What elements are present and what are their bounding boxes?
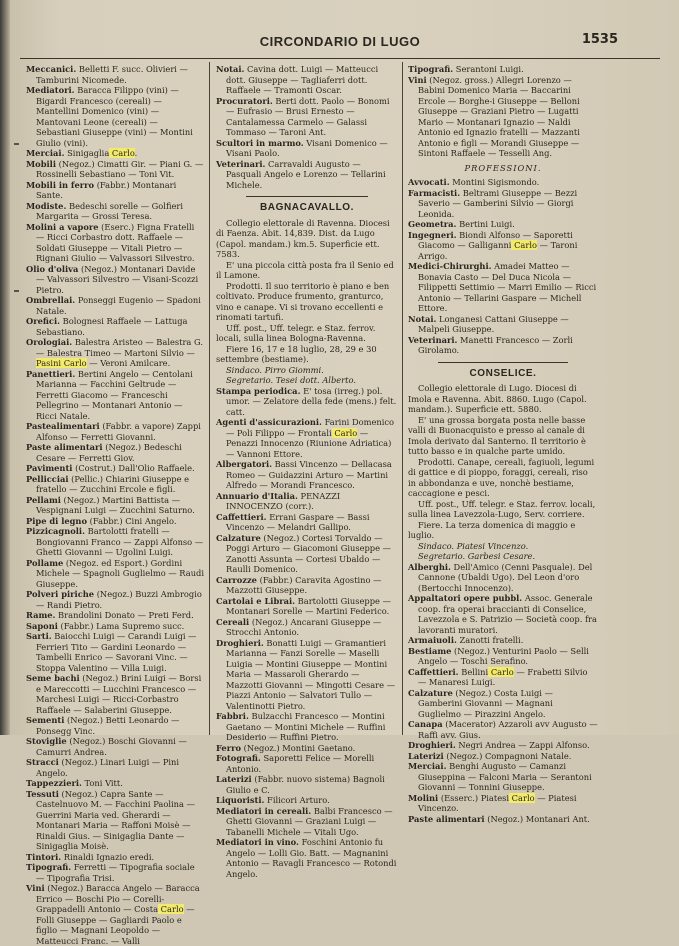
- directory-entry: [26, 673, 204, 715]
- entry-category: Droghieri.: [216, 637, 264, 648]
- entry-category: Mediatori in cereali.: [216, 805, 312, 816]
- directory-entry: [26, 589, 204, 610]
- entry-names: Brandolini Donato — Preti Ferd.: [55, 610, 194, 620]
- directory-entry: [26, 610, 204, 621]
- page-header: [10, 32, 670, 58]
- entry-category: Farmacisti.: [408, 187, 461, 198]
- directory-entry: [408, 230, 598, 262]
- entry-category: Armaiuoli.: [408, 635, 457, 645]
- entry-names: Carravaldi Augusto — Pasquali Angelo e Lorenzo — Tellarini Michele.: [226, 158, 386, 190]
- directory-entry: [26, 883, 204, 946]
- entry-names: Bertini Luigi.: [456, 219, 515, 229]
- entry-category: Sementi: [26, 715, 65, 725]
- directory-entry: [408, 261, 598, 314]
- section-rule: [246, 196, 368, 197]
- column-2: [216, 64, 398, 879]
- entry-names: Errani Gaspare — Bassi Vincenzo — Melandri Gallipo.: [226, 511, 370, 532]
- town-heading-bagnacavallo: BAGNACAVALLO.: [259, 202, 355, 213]
- directory-entry: [408, 562, 598, 594]
- entry-names: (Pellic.) Chiarini Giuseppe e fratello — Zucchini Ercole e figli.: [36, 473, 190, 494]
- town-intro-2: E' una piccola città posta fra il Senio ed il Lamone.: [216, 259, 394, 280]
- directory-entry: [26, 337, 204, 369]
- directory-entry: [216, 386, 398, 418]
- directory-entry: [408, 335, 598, 356]
- directory-entry: [26, 558, 204, 590]
- directory-entry: [408, 177, 598, 188]
- margin-mark: [14, 143, 19, 145]
- section-heading-professioni: PROFESSIONI.: [464, 162, 542, 173]
- directory-entry: [26, 148, 204, 159]
- highlighted-name: Pasini Carlo: [36, 358, 87, 368]
- entry-category: Bestiame: [408, 645, 452, 656]
- entry-names: (Negoz.) Linari Luigi — Pini Angelo.: [36, 757, 180, 778]
- entry-names: Benghi Augusto — Camanzi Giuseppina — Falconi Maria — Serantoni Giovanni — Tonnini Giuseppe.: [418, 761, 592, 792]
- directory-entry: [408, 188, 598, 220]
- directory-entry: [26, 295, 204, 316]
- directory-entry: [408, 740, 598, 751]
- entry-names: (Negoz.) Buzzi Ambrogio — Randi Pietro.: [36, 589, 202, 610]
- directory-entry: [26, 421, 204, 442]
- book-spine-shadow: [0, 0, 10, 735]
- town-mayor: Sindaco. Piatesi Vincenzo.: [418, 540, 529, 551]
- entry-names: Ferretti — Tipografia sociale — Tipografia Trisi.: [36, 862, 195, 883]
- entry-category: Tipografi.: [26, 862, 72, 872]
- town-intro: Collegio elettorale di Ravenna. Diocesi di Faenza. Abit. 14,839. Dist. da Lugo (Capol. mandam.) km.5. Superficie ett. 7583.: [216, 217, 390, 259]
- directory-entry: [26, 442, 204, 463]
- directory-entry: [26, 852, 204, 863]
- entry-category: Paste alimentari: [408, 813, 485, 824]
- entry-category: Laterizi: [216, 774, 252, 784]
- entry-category: Albergatori.: [216, 459, 272, 469]
- directory-entry: [408, 761, 598, 793]
- entry-names: Bartolotti fratelli — Bongiovanni Franco — Zappi Alfonso — Ghetti Giovanni — Ugolini Luigi.: [36, 526, 204, 557]
- directory-entry: [408, 635, 598, 646]
- entry-category: Ingegneri.: [408, 229, 457, 240]
- entry-names: Negri Andrea — Zappi Alfonso.: [455, 740, 590, 750]
- entry-names: (Negoz. ed Esport.) Gordini Michele — Spagnoli Guglielmo — Raudi Giuseppe.: [36, 557, 204, 589]
- entry-names: Biondi Alfonso — Saporetti Giacomo — Galliganni: [418, 229, 573, 250]
- entry-category: Vini: [408, 74, 427, 85]
- directory-entry: [216, 512, 398, 533]
- page-title: CIRCONDARIO DI LUGO: [259, 34, 421, 49]
- entry-names: (Fabbr.) Caravita Agostino — Mazzotti Giuseppe.: [226, 574, 382, 595]
- entry-names: (Negoz.) Montanari Ant.: [484, 813, 590, 824]
- entry-names: Bertini Angelo — Centolani Marianna — Facchini Geltrude — Ferretti Giacomo — Franceschi Pellegrino — Montanari Antonio — Ricci Natale.: [36, 368, 193, 421]
- directory-entry: [26, 789, 204, 852]
- entry-category: Paste alimentari: [26, 442, 103, 452]
- entry-names: Manetti Francesco — Zorli Girolamo.: [418, 334, 573, 355]
- highlighted-name: Carlo: [331, 427, 358, 438]
- directory-entry: [408, 688, 598, 720]
- page-number: 1535: [581, 32, 618, 47]
- entry-category: Carrozze: [216, 574, 257, 585]
- town-intro: Collegio elettorale di Lugo. Diocesi di Imola e Ravenna. Abit. 8860. Lugo (Capol. mandam.). Superficie ett. 5880.: [408, 383, 587, 414]
- entry-category: Fotografi.: [216, 753, 261, 763]
- entry-category: Stracci: [26, 757, 59, 767]
- entry-names: (Fabbr. a vapore) Zappi Alfonso — Ferretti Giovanni.: [36, 421, 201, 442]
- entry-category: Merciai.: [26, 148, 65, 158]
- entry-names: (Negoz.) Montanari Davide — Valvassori Silvestro — Visani-Scozzi Pietro.: [36, 263, 199, 295]
- entry-category: Pizzicagnoli.: [26, 526, 85, 536]
- entry-category: Pellicciai: [26, 473, 69, 484]
- entry-category: Sarti.: [26, 631, 52, 641]
- entry-category: Geometra.: [408, 219, 457, 229]
- entry-names-continued: — Taroni Arrigo.: [418, 240, 578, 261]
- directory-entry: [26, 621, 204, 632]
- section-rule: [438, 362, 568, 363]
- entry-names: (Negoz.) Ancarani Giuseppe — Strocchi Antonio.: [226, 616, 382, 637]
- directory-entry: [26, 778, 204, 789]
- entry-names: (Esserc.) Piatesi: [438, 792, 510, 803]
- directory-entry: [26, 159, 204, 180]
- town-fairs: Fiere. La terza domenica di maggio e luglio.: [408, 519, 576, 540]
- entry-names: Belletti F. succ. Olivieri — Tamburini Nicomede.: [36, 64, 188, 85]
- entry-category: Ferro: [216, 742, 241, 753]
- directory-entry: [26, 201, 204, 222]
- entry-category: Notai.: [216, 64, 245, 74]
- town-secretary: Segretario. Tesei dott. Alberto.: [226, 375, 356, 385]
- entry-category: Pollame: [26, 557, 64, 568]
- entry-names: Filicori Arturo.: [264, 795, 330, 805]
- entry-category: Molini a vapore: [26, 221, 99, 232]
- entry-category: Calzature: [216, 532, 261, 543]
- town-secretary: Segretario. Garbesi Cesare.: [418, 551, 536, 561]
- entry-names: Amadei Matteo — Bonavia Casto — Del Duca Nicola — Filippetti Settimio — Marri Emilio — Ricci Antonio — Tellarini Gaspare — Michell Ettore.: [418, 261, 597, 313]
- entry-names: (Eserc.) Figna Fratelli — Ricci Corbastro dott. Raffaele — Soldati Giuseppe — Vitali Pietro — Rignani Giulio — Valvassori Silvestro.: [36, 221, 195, 263]
- entry-names: Baiocchi Luigi — Carandi Luigi — Ferrieri Tito — Gardini Leonardo — Tambelli Enrico — Savorani Vinc. — Stoppa Valentino — Villa Luigi.: [36, 631, 197, 673]
- entry-names: (Negoz. gross.) Allegri Lorenzo — Babini Domenico Maria — Baccarini Ercole — Borghe-i Giuseppe — Belloni Giuseppe — Graziani Pietro — Lugatti Mario — Montanari Ignazio — Naldi Antonio ed Ignazio fratelli — Mazzanti Antonio e figli — Morandi Giuseppe — Sintoni Raffaele — Tesselli Ang.: [418, 74, 580, 158]
- highlighted-name: Carlo: [158, 904, 184, 914]
- directory-entry: [408, 646, 598, 667]
- entry-names: (Negoz.) Brini Luigi — Borsi e Mareccotti — Lucchini Francesco — Marchesi Luigi — Ricci-Corbastro Raffaele — Salaberini Giuseppe.: [36, 673, 202, 715]
- entry-category: Vini: [26, 883, 45, 893]
- directory-entry: [216, 159, 398, 191]
- directory-entry: [26, 222, 204, 264]
- directory-entry: [26, 64, 204, 85]
- entry-names: Rinaldi Ignazio eredi.: [61, 851, 155, 862]
- town-services: Uff. post., Uff. telegr. e Staz. ferrov. locali, sulla linea Bologna-Ravenna.: [216, 322, 376, 343]
- town-products: Prodotti. Il suo territorio è piano e ben coltivato. Produce frumento, granturco, vino e canape. Vi si trovano eccellenti e rinomati tartufi.: [216, 280, 390, 322]
- directory-entry: [216, 596, 398, 617]
- column-1: [26, 64, 204, 946]
- entry-category: Pavimenti: [26, 463, 73, 473]
- column-2-bottom-entries: [216, 386, 398, 880]
- directory-entry: [408, 667, 598, 688]
- entry-category: Mobili: [26, 158, 56, 169]
- town-fairs: Fiere 16, 17 e 18 luglio, 28, 29 e 30 settembre (bestiame).: [216, 343, 377, 364]
- directory-entry: [216, 96, 398, 138]
- entry-names: Balbi Francesco — Ghetti Giovanni — Graziani Luigi — Tabanelli Michele — Vitali Ugo.: [226, 805, 393, 837]
- entry-names: (Negoz.) Betti Leonardo — Ponsegg Vinc.: [36, 715, 180, 736]
- town-intro-2: E' una grossa borgata posta nelle basse valli di Buonacquisto e presso al canale di Imola derivato dal Santerno. Il territorio è tutto basso e in qualche parte umido.: [408, 414, 586, 456]
- entry-category: Procuratori.: [216, 95, 273, 106]
- town-products: Prodotti. Canape, cereali, fagiuoli, legumi di gattice e di pioppo, foraggi, cereali, riso in abbondanza e uve, nonchè bestiame, caccagione e pesci.: [408, 456, 595, 498]
- entry-names: (Negoz.) Costa Luigi — Gamberini Giovanni — Magnani Guglielmo — Pirazzini Angelo.: [418, 687, 553, 719]
- entry-names: Longanesi Cattani Giuseppe — Malpeli Giuseppe.: [418, 313, 569, 334]
- entry-names: (Fabbr.) Cini Angelo.: [87, 515, 177, 526]
- entry-category: Droghieri.: [408, 740, 456, 750]
- entry-names-continued: — Folli Giuseppe — Gagliardi Paolo e figlio — Magnani Leopoldo — Matteucci Franc. — Valli: [36, 904, 195, 946]
- directory-entry: [216, 711, 398, 743]
- entry-names-continued: .: [134, 148, 138, 158]
- entry-names: E' tosa (irreg.) pol. umor. — Zelatore della fede (mens.) felt. catt.: [226, 385, 397, 417]
- entry-names: Baracca Filippo (vini) — Bigardi Francesco (cereali) — Mantellini Domenico (vini) — Mantovani Leone (cereali) — Sebastiani Giuseppe (vini) — Montini Giulio (vini).: [36, 85, 193, 148]
- entry-names: Assoc. Generale coop. fra operai braccianti di Conselice, Lavezzola e S. Patrizio — Società coop. fra lavoranti muratori.: [418, 593, 597, 635]
- directory-entry: [408, 719, 598, 740]
- entry-names: (Negoz.) Venturini Paolo — Selli Angelo — Toschi Serafino.: [418, 645, 589, 666]
- entry-category: Panettieri.: [26, 368, 76, 379]
- entry-names: Farini Domenico — Poli Filippo — Frontali: [226, 417, 395, 438]
- entry-category: Veterinari.: [408, 334, 458, 345]
- directory-entry: [408, 751, 598, 762]
- entry-names: Toni Vitt.: [81, 778, 123, 788]
- directory-entry: [26, 264, 204, 296]
- entry-category: Calzature: [408, 687, 453, 698]
- header-rule: [20, 58, 660, 59]
- entry-category: Veterinari.: [216, 158, 266, 169]
- directory-entry: [26, 757, 204, 778]
- entry-names: Dell'Amico (Cenni Pasquale). Del Cannone (Ubaldi Ugo). Del Leon d'oro (Bertocchi Innocenzo).: [418, 561, 593, 593]
- directory-entry: [216, 753, 398, 774]
- column-3-bottom-entries: [408, 562, 598, 825]
- entry-category: Orologiai.: [26, 337, 73, 347]
- entry-names: (Costrut.) Dall'Olio Raffaele.: [72, 463, 195, 473]
- entry-category: Ombrellai.: [26, 295, 76, 305]
- column-divider-1: [209, 62, 210, 735]
- entry-category: Agenti d'assicurazioni.: [216, 417, 322, 427]
- entry-category: Fabbri.: [216, 711, 249, 721]
- entry-category: Annuario d'Italia.: [216, 490, 298, 501]
- directory-entry: [408, 793, 598, 814]
- column-3: [408, 64, 598, 824]
- entry-category: Saponi: [26, 620, 58, 631]
- highlighted-name: Carlo: [488, 666, 514, 677]
- entry-category: Canapa: [408, 719, 443, 729]
- highlighted-name: Carlo: [109, 148, 135, 158]
- entry-category: Tipografi.: [408, 64, 454, 74]
- entry-category: Molini: [408, 792, 439, 803]
- entry-names: Bedeschi sorelle — Golfieri Margarita — Grossi Teresa.: [36, 200, 184, 221]
- entry-category: Mobili in ferro: [26, 179, 95, 190]
- directory-entry: [26, 631, 204, 673]
- entry-names: Balestra Aristeo — Balestra G. — Balestra Timeo — Martoni Silvio —: [36, 337, 203, 358]
- entry-names-continued: — Frabetti Silvio — Manaresi Luigi.: [418, 666, 588, 687]
- entry-category: Olio d'oliva: [26, 263, 79, 274]
- column-2-top-entries: [216, 64, 398, 190]
- highlighted-name: Carlo: [509, 792, 535, 803]
- directory-entry: [216, 743, 398, 754]
- entry-category: Mediatori.: [26, 85, 75, 95]
- entry-category: Modiste.: [26, 200, 67, 211]
- town-services: Uff. post., Uff. telegr. e Staz. ferrov. locali, sulla linea Lavezzola-Lugo, Serv. corriere.: [408, 498, 596, 519]
- directory-entry: [26, 369, 204, 422]
- column-3-top-entries: [408, 64, 598, 159]
- entry-category: Notai.: [408, 313, 437, 324]
- entry-category: Caffettieri.: [408, 666, 459, 677]
- entry-category: Mediatori in vino.: [216, 837, 299, 847]
- entry-category: Pellami: [26, 494, 61, 505]
- entry-names: (Negoz.) Baracca Angelo — Baracca Errico — Boschi Pio — Corelli-Grappadelli Antonio — Costa: [36, 883, 200, 914]
- entry-category: Tintori.: [26, 851, 62, 862]
- entry-names: Bulzacchi Francesco — Montini Gaetano — Montini Michele — Ruffini Desiderio — Ruffini Pietro.: [226, 711, 386, 742]
- entry-names: Bellini: [458, 666, 489, 677]
- entry-names: Montini Sigismondo.: [449, 177, 540, 187]
- directory-entry: [216, 138, 398, 159]
- column-divider-2: [402, 62, 403, 735]
- entry-names: Saporetti Felice — Morelli Antonio.: [226, 753, 375, 774]
- directory-entry: [408, 314, 598, 335]
- entry-category: Pastealimentari: [26, 421, 100, 431]
- entry-category: Appaltatori opere pubbl.: [408, 593, 523, 603]
- directory-entry: [26, 516, 204, 527]
- entry-category: Cartolai e Librai.: [216, 595, 296, 606]
- entry-category: Rame.: [26, 610, 56, 620]
- town-mayor: Sindaco. Pirro Giommi.: [226, 364, 324, 375]
- entry-names: (Negoz.) Bedeschi Cesare — Ferretti Giov.: [36, 442, 182, 463]
- directory-entry: [216, 533, 398, 575]
- entry-names: (Negoz.) Martini Battista — Vespignani Luigi — Zucchini Saturno.: [36, 494, 195, 515]
- entry-names: Bassi Vincenzo — Dellacasa Romeo — Guidazzini Arturo — Martini Alfredo — Morandi Francesco.: [226, 459, 392, 490]
- directory-entry: [26, 715, 204, 736]
- entry-category: Polveri piriche: [26, 589, 95, 599]
- directory-entry: [408, 593, 598, 635]
- entry-names-continued: — Piatesi Vincenzo.: [418, 792, 577, 813]
- entry-names: Bolognesi Raffaele — Lattuga Sebastiano.: [36, 316, 188, 337]
- entry-names: PENAZZI INNOCENZO (corr.).: [226, 490, 341, 511]
- directory-entry: [26, 474, 204, 495]
- entry-category: Merciai.: [408, 761, 447, 771]
- entry-category: Caffettieri.: [216, 511, 267, 522]
- entry-category: Cereali: [216, 616, 250, 627]
- directory-entry: [216, 417, 398, 459]
- entry-category: Pipe di legno: [26, 515, 87, 526]
- entry-names: Visani Domenico — Visani Paolo.: [226, 137, 388, 158]
- entry-names: Bartolotti Giuseppe — Montanari Sorelle — Martini Federico.: [226, 595, 391, 616]
- directory-entry: [26, 495, 204, 516]
- entry-category: Stampa periodica.: [216, 385, 301, 396]
- directory-entry: [216, 837, 398, 879]
- entry-category: Tappezzieri.: [26, 778, 82, 788]
- directory-entry: [26, 862, 204, 883]
- entry-category: Liquoristi.: [216, 795, 265, 805]
- margin-mark: [14, 290, 19, 292]
- directory-entry: [216, 491, 398, 512]
- directory-entry: [216, 64, 398, 96]
- entry-names: (Negoz.) Boschi Giovanni — Camurri Andrea.: [36, 736, 187, 757]
- entry-category: Alberghi.: [408, 561, 451, 572]
- directory-entry: [26, 180, 204, 201]
- directory-entry: [216, 617, 398, 638]
- directory-entry: [26, 463, 204, 474]
- directory-entry: [408, 75, 598, 159]
- column-3-professions: [408, 177, 598, 356]
- directory-entry: [216, 638, 398, 712]
- directory-entry: [26, 316, 204, 337]
- entry-names: Zanotti fratelli.: [456, 635, 524, 645]
- entry-names: Ponseggi Eugenio — Spadoni Natale.: [36, 295, 201, 316]
- entry-names: Foschini Antonio fu Angelo — Lolli Gio. Batt. — Magnanini Antonio — Ravagli Francesco — Rotondi Angelo.: [226, 837, 397, 879]
- directory-entry: [408, 219, 598, 230]
- entry-category: Laterizi: [408, 750, 444, 761]
- highlighted-name: Carlo: [511, 240, 537, 250]
- entry-category: Tessuti: [26, 788, 59, 799]
- entry-names: (Negoz.) Cortesi Torvaldo — Poggi Arturo — Giacomoni Giuseppe — Zanotti Assunta — Cortesi Ubaldo — Raulli Domenico.: [226, 532, 391, 574]
- entry-names: Cavina dott. Luigi — Matteucci dott. Giuseppe — Tagliaferri dott. Raffaele — Tramonti Oscar.: [226, 64, 379, 95]
- entry-names: (Macerator) Azzaroli avv Augusto — Raffi avv. Gius.: [418, 719, 598, 740]
- directory-entry: [216, 774, 398, 795]
- entry-names: Sinigaglia: [64, 148, 110, 158]
- entry-names: (Negoz.) Montini Gaetano.: [241, 742, 356, 753]
- entry-category: Medici-Chirurghi.: [408, 261, 492, 271]
- entry-names: (Fabbr.) Montanari Sante.: [36, 179, 177, 200]
- directory-entry: [26, 526, 204, 558]
- directory-entry: [216, 795, 398, 806]
- entry-category: Orefici.: [26, 316, 61, 326]
- entry-category: Meccanici.: [26, 64, 77, 74]
- entry-names: (Fabbr. nuovo sistema) Bagnoli Giulio e C.: [226, 774, 385, 795]
- entry-names-continued: — Veroni Amilcare.: [86, 358, 171, 368]
- directory-entry: [26, 736, 204, 757]
- entry-names: Berti dott. Paolo — Bonomi — Eufrasio — Brusi Ernesto — Cantalamessa Carmelo — Galassi Tommaso — Taroni Ant.: [226, 95, 390, 137]
- entry-category: Seme bachi: [26, 673, 80, 683]
- entry-names: Beltrami Giuseppe — Bezzi Saverio — Gamberini Silvio — Giorgi Leonida.: [418, 187, 578, 219]
- directory-entry: [216, 575, 398, 596]
- entry-names: Serantoni Luigi.: [453, 64, 524, 74]
- entry-category: Stoviglie: [26, 736, 67, 746]
- entry-names: Bonatti Luigi — Gramantieri Marianna — Fanzi Sorelle — Maselli Luigia — Montini Giuseppe — Montini Maria — Massaroli Gherardo — Mazzotti Giovanni — Mingotti Cesare — Piazzi Antonio — Salvatori Tullo — Valentinotti Pietro.: [226, 637, 395, 711]
- entry-names: (Fabbr.) Lama Supremo succ.: [57, 620, 185, 631]
- entry-names-continued: — Penazzi Innocenzo (Riunione Adriatica) — Vannoni Ettore.: [226, 427, 392, 459]
- town-heading-conselice: CONSELICE.: [469, 367, 537, 379]
- directory-entry: [216, 806, 398, 838]
- directory-entry: [408, 64, 598, 75]
- directory-entry: [26, 85, 204, 148]
- directory-entry: [408, 814, 598, 825]
- entry-category: Avvocati.: [408, 177, 450, 187]
- entry-names: (Negoz.) Compagnoni Natale.: [443, 750, 572, 761]
- entry-names: (Negoz.) Cimatti Gir. — Piani G. — Rossinelli Sebastiano — Toni Vit.: [36, 158, 204, 179]
- directory-entry: [216, 459, 398, 491]
- entry-category: Scultori in marmo.: [216, 137, 304, 148]
- entry-names: (Negoz.) Capra Sante — Castelnuovo M. — Facchini Paolina — Guerrini Maria ved. Gherardi — Montanari Maria — Raffoni Moisè — Rinaldi Gius. — Sinigaglia Dante — Sinigaglia Moisè.: [36, 788, 195, 851]
